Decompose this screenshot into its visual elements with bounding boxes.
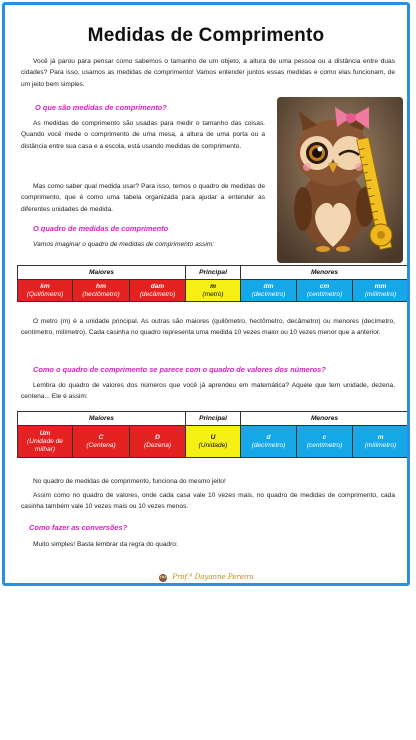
place-value-table	[17, 411, 409, 458]
section-heading-quadro: O quadro de medidas de comprimento	[33, 224, 169, 233]
header-principal-2: Principal	[186, 412, 241, 426]
worksheet-page	[2, 2, 410, 586]
section3-paragraph-1: O metro (m) é a unidade principal. As outras são maiores (quilômetro, hectômetro, decâmetro) ou menores (decímetro, centímetro, milímetro). Cada casinha no quadro representa uma medida 10 vezes maior ou 10 vezes menor que a anterior.	[21, 318, 395, 337]
owl-illustration	[277, 97, 403, 263]
page-title: Medidas de Comprimento	[87, 25, 325, 46]
unit-cell-m: m (metro)	[186, 280, 241, 302]
unit-cell-dm: dm (decímetro)	[241, 280, 297, 302]
section5-paragraph-1: No quadro de medidas de comprimento, funciona do mesmo jeito!	[33, 478, 226, 485]
header-menores: Menores	[241, 266, 409, 280]
header-maiores-2: Maiores	[18, 412, 186, 426]
value-cell-c: C (Centena)	[73, 426, 130, 458]
section-heading-what-are: O que são medidas de comprimento?	[35, 103, 167, 112]
unit-cell-km: km (Quilômetro)	[18, 280, 73, 302]
unit-cell-cm: cm (centímetro)	[297, 280, 353, 302]
length-units-table	[17, 265, 409, 302]
section6-paragraph-1: Muito simples! Basta lembrar da regra do quadro:	[33, 541, 178, 548]
mini-owl-icon	[158, 572, 168, 582]
unit-cell-dam: dam (decâmetro)	[130, 280, 186, 302]
section1-paragraph-1: As medidas de comprimento são usadas para medir o tamanho das coisas. Quando você mede o comprimento de uma mesa, a altura de uma porta ou a distância entre sua casa e a escola, está usando medidas de comprimento.	[21, 120, 265, 150]
value-cell-dm: d (decímetro)	[241, 426, 297, 458]
author-signature	[5, 572, 407, 582]
header-menores-2: Menores	[241, 412, 409, 426]
unit-cell-mm: mm (milímetro)	[353, 280, 409, 302]
value-cell-cm: c (centímetro)	[297, 426, 353, 458]
value-cell-mm: m (milímetro)	[353, 426, 409, 458]
section-heading-conversions: Como fazer as conversões?	[29, 523, 128, 532]
header-principal: Principal	[186, 266, 241, 280]
section-heading-comparison: Como o quadro de comprimento se parece com o quadro de valores dos números?	[33, 365, 326, 374]
value-cell-d: D (Dezena)	[130, 426, 186, 458]
header-maiores: Maiores	[18, 266, 186, 280]
unit-cell-hm: hm (hectômetro)	[73, 280, 130, 302]
section2-paragraph-1: Vamos imaginar o quadro de medidas de comprimento assim:	[33, 241, 215, 248]
section5-paragraph-2: Assim como no quadro de valores, onde cada casa vale 10 vezes mais, no quadro de medidas de comprimento, cada casinha também vale 10 vezes mais ou 10 vezes menos.	[21, 492, 395, 511]
value-cell-um: Um (Unidade de milhar)	[18, 426, 73, 458]
owl-with-ruler-icon	[277, 97, 403, 263]
value-cell-u: U (Unidade)	[186, 426, 241, 458]
intro-paragraph: Você já parou para pensar como sabemos o tamanho de um objeto, a altura de uma pessoa ou a distância entre duas cidades? Para isso, usamos as medidas de comprimento! Vamos entender juntos essas medidas e como elas funcionam, de um jeito bem simples.	[21, 58, 395, 88]
section4-paragraph-1: Lembra do quadro de valores dos números que você já aprendeu em matemática? Aquele que tem unidade, dezena, centena... Ele é assim:	[21, 382, 395, 401]
section1-paragraph-2: Mas como saber qual medida usar? Para isso, temos o quadro de medidas de comprimento, que é como uma tabela organizada para ajudar a entender as diferentes unidades de medida.	[21, 183, 265, 213]
author-name: Prof.ª Dayanne Pereira	[172, 573, 254, 581]
